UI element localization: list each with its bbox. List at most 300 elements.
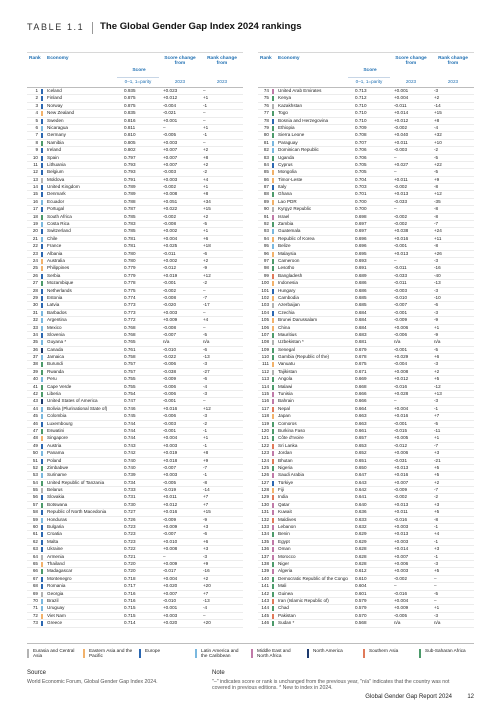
region-marker — [41, 429, 43, 434]
economy-cell: Slovakia — [47, 494, 65, 500]
rank-cell: 55 — [32, 487, 38, 493]
region-marker — [41, 274, 43, 279]
rank-change-cell: +2 — [203, 147, 209, 153]
economy-cell: Iceland — [47, 88, 62, 93]
rank-cell: 90 — [263, 206, 269, 212]
rank-cell: 92 — [263, 221, 269, 227]
score-cell: 0.768 — [124, 331, 136, 337]
region-marker — [272, 414, 274, 419]
rank-cell: 101 — [261, 287, 269, 293]
economy-cell: Germany — [47, 132, 66, 138]
header-divider — [92, 22, 93, 34]
rank-cell: 46 — [32, 420, 38, 426]
region-marker — [272, 495, 274, 500]
score-cell: 0.720 — [124, 561, 136, 566]
rank-cell: 32 — [32, 317, 38, 323]
score-change-cell: -0.002 — [394, 184, 408, 190]
score-change-cell: +0.003 — [394, 538, 409, 544]
rank-cell: 8 — [35, 139, 38, 145]
economy-cell: Egypt — [278, 538, 290, 544]
table-row — [258, 206, 474, 213]
rank-cell: 53 — [32, 472, 38, 478]
rank-change-cell: – — [203, 612, 206, 618]
table-row — [258, 228, 474, 235]
table-body-right — [258, 88, 474, 628]
region-marker — [272, 96, 274, 101]
score-cell: 0.636 — [355, 509, 367, 515]
score-cell: 0.705 — [355, 161, 367, 167]
region-marker — [272, 429, 274, 434]
score-cell: 0.773 — [124, 302, 136, 308]
rank-cell: 44 — [32, 405, 38, 411]
region-marker — [41, 377, 43, 382]
rank-cell: 64 — [32, 553, 38, 559]
region-marker — [272, 104, 274, 109]
table-row — [27, 110, 243, 117]
rank-cell: 127 — [261, 479, 269, 485]
score-cell: 0.772 — [124, 317, 136, 323]
economy-cell: Senegal — [278, 346, 295, 352]
region-marker — [272, 518, 274, 523]
region-marker — [272, 340, 274, 345]
region-marker — [41, 362, 43, 367]
table-row — [27, 487, 243, 494]
region-marker — [272, 192, 274, 197]
score-cell: 0.706 — [355, 154, 367, 160]
score-cell: 0.742 — [124, 450, 136, 456]
table-row — [258, 517, 474, 524]
rank-change-cell: n/a — [434, 339, 441, 345]
rank-cell: 20 — [32, 228, 38, 234]
table-row — [27, 576, 243, 583]
legend-swatch — [419, 649, 421, 658]
rank-change-cell: +5 — [434, 376, 440, 382]
score-change-cell: -0.016 — [394, 516, 408, 522]
score-cell: 0.612 — [355, 568, 367, 574]
economy-cell: Switzerland — [47, 228, 71, 234]
subheader-rule — [117, 77, 159, 78]
economy-cell: Tunisia — [278, 391, 293, 397]
economy-cell: Maldives — [278, 516, 297, 522]
economy-cell: Mali — [278, 583, 287, 589]
table-row — [258, 162, 474, 169]
economy-cell: Guinea — [278, 590, 293, 596]
score-change-cell: +0.006 — [394, 561, 409, 566]
rank-cell: 87 — [263, 184, 269, 190]
col-rank-header: Rank — [260, 56, 272, 61]
table-row — [27, 199, 243, 206]
score-cell: 0.718 — [124, 575, 136, 581]
region-marker — [41, 318, 43, 323]
score-change-cell: +0.009 — [163, 317, 178, 323]
region-marker — [272, 606, 274, 611]
rank-change-cell: -2 — [203, 169, 208, 175]
region-marker — [41, 466, 43, 471]
rank-cell: 7 — [35, 132, 38, 138]
score-change-cell: – — [163, 124, 166, 130]
region-marker — [41, 192, 43, 197]
score-change-cell: +0.003 — [163, 139, 178, 145]
region-marker — [41, 259, 43, 264]
score-cell: 0.835 — [124, 110, 136, 116]
rank-cell: 128 — [261, 487, 269, 493]
region-marker — [272, 148, 274, 153]
rank-change-cell: +8 — [203, 154, 209, 160]
score-change-cell: +0.005 — [394, 435, 409, 441]
score-cell: 0.720 — [124, 568, 136, 574]
score-change-cell: -0.006 — [163, 361, 177, 367]
score-cell: 0.643 — [355, 479, 367, 485]
rank-cell: 36 — [32, 346, 38, 352]
score-change-cell: -0.011 — [394, 280, 407, 286]
economy-cell: Croatia — [47, 531, 62, 537]
rank-change-cell: -8 — [434, 206, 439, 212]
region-marker — [41, 133, 43, 138]
score-cell: 0.632 — [355, 524, 367, 530]
economy-cell: Uzbekistan * — [278, 339, 304, 345]
table-row — [258, 147, 474, 154]
rank-cell: 66 — [32, 568, 38, 574]
legend-swatch — [307, 649, 309, 658]
score-change-cell: -0.031 — [394, 457, 408, 463]
rank-cell: 109 — [261, 346, 269, 352]
rank-cell: 143 — [261, 597, 269, 603]
rank-change-cell: -7 — [203, 464, 208, 470]
score-cell: 0.705 — [355, 169, 367, 175]
score-cell: 0.715 — [124, 612, 136, 618]
score-change-cell: +0.012 — [163, 501, 178, 507]
rank-cell: 39 — [32, 368, 38, 374]
rank-change-cell: -3 — [434, 287, 439, 293]
score-change-cell: +0.004 — [163, 575, 178, 581]
table-row — [27, 531, 243, 538]
score-cell: 0.781 — [124, 243, 136, 249]
rank-cell: 4 — [35, 110, 38, 116]
rank-change-cell: -11 — [434, 427, 441, 433]
score-cell: 0.568 — [355, 620, 367, 626]
rank-cell: 96 — [263, 250, 269, 256]
economy-cell: Japan — [278, 413, 291, 419]
region-marker — [272, 562, 274, 567]
table-row — [258, 169, 474, 176]
rank-cell: 88 — [263, 191, 269, 197]
economy-cell: Vanuatu — [278, 361, 295, 367]
region-marker — [41, 562, 43, 567]
rank-cell: 97 — [263, 257, 269, 263]
economy-cell: Brazil — [47, 597, 59, 603]
score-cell: 0.733 — [124, 487, 136, 493]
rank-change-cell: – — [434, 575, 437, 581]
economy-cell: Montenegro — [47, 575, 72, 581]
score-cell: 0.671 — [355, 368, 367, 374]
report-title: Global Gender Gap Report 2024 — [365, 694, 452, 700]
score-cell: 0.579 — [355, 597, 367, 603]
rank-change-cell: +24 — [434, 228, 442, 234]
score-change-cell: +0.016 — [394, 235, 409, 241]
region-marker — [41, 414, 43, 419]
score-cell: 0.727 — [124, 509, 136, 515]
rank-cell: 30 — [32, 302, 38, 308]
region-marker — [272, 370, 274, 375]
rank-cell: 18 — [32, 213, 38, 219]
rank-change-cell: +20 — [203, 620, 211, 626]
table-row — [258, 472, 474, 479]
rank-cell: 68 — [32, 583, 38, 589]
table-row — [27, 620, 243, 627]
table-row — [27, 236, 243, 243]
score-cell: 0.779 — [124, 272, 136, 278]
table-row — [258, 325, 474, 332]
rank-cell: 103 — [261, 302, 269, 308]
rank-cell: 61 — [32, 531, 38, 537]
rank-change-cell: +18 — [203, 243, 211, 249]
rank-cell: 45 — [32, 413, 38, 419]
score-cell: 0.710 — [355, 110, 367, 116]
table-row — [27, 184, 243, 191]
economy-cell: France — [47, 243, 62, 249]
region-marker — [41, 119, 43, 124]
region-marker — [41, 296, 43, 301]
table-row — [27, 140, 243, 147]
score-change-cell: +0.004 — [394, 405, 409, 411]
region-marker — [41, 178, 43, 183]
table-row — [258, 214, 474, 221]
score-change-cell: +0.012 — [394, 376, 409, 382]
economy-cell: Moldova — [47, 176, 65, 182]
score-change-cell: -0.009 — [394, 487, 408, 493]
score-change-cell: -0.008 — [163, 324, 177, 330]
region-marker — [272, 326, 274, 331]
score-cell: 0.745 — [124, 413, 136, 419]
score-change-cell: -0.033 — [394, 272, 408, 278]
score-cell: 0.684 — [355, 324, 367, 330]
rank-change-cell: -6 — [434, 302, 439, 308]
region-marker — [41, 229, 43, 234]
rank-change-cell: – — [434, 597, 437, 603]
rank-cell: 130 — [261, 501, 269, 507]
economy-cell: Paraguay — [278, 139, 298, 145]
region-marker — [41, 621, 43, 626]
score-cell: 0.712 — [355, 95, 367, 101]
rank-change-cell: +7 — [434, 413, 440, 419]
rank-cell: 123 — [261, 450, 269, 456]
score-cell: 0.789 — [124, 191, 136, 197]
rank-change-cell: -9 — [434, 317, 439, 323]
economy-cell: Bhutan — [278, 457, 293, 463]
score-change-cell: +0.004 — [394, 597, 409, 603]
region-marker — [272, 555, 274, 560]
rank-change-cell: +12 — [203, 272, 211, 278]
score-change-cell: -0.001 — [394, 243, 408, 249]
rank-cell: 67 — [32, 575, 38, 581]
table-title: The Global Gender Gap Index 2024 rankings — [100, 21, 302, 32]
region-marker — [272, 399, 274, 404]
economy-cell: Indonesia — [278, 280, 298, 286]
score-cell: 0.781 — [124, 235, 136, 241]
economy-cell: Bahrain — [278, 398, 294, 404]
table-row — [258, 236, 474, 243]
score-change-cell: n/a — [394, 620, 401, 626]
economy-cell: Singapore — [47, 435, 68, 441]
table-row — [258, 398, 474, 405]
region-marker — [41, 244, 43, 249]
rank-cell: 106 — [261, 324, 269, 330]
table-row — [258, 155, 474, 162]
rank-change-cell: -13 — [203, 597, 210, 603]
economy-cell: India — [278, 494, 288, 500]
score-cell: 0.669 — [355, 376, 367, 382]
rank-change-cell: +22 — [434, 161, 442, 167]
rank-change-cell: +8 — [203, 450, 209, 456]
note-text: "–" indicates score or rank is unchanged from the previous year, "n/a" indicates that the country was not covered in previous editions. * New to index in 2024. — [212, 679, 450, 692]
rank-cell: 25 — [32, 265, 38, 271]
table-row — [258, 406, 474, 413]
score-cell: 0.744 — [124, 435, 136, 441]
rank-cell: 104 — [261, 309, 269, 315]
rank-cell: 41 — [32, 383, 38, 389]
rank-cell: 47 — [32, 427, 38, 433]
table-row — [258, 88, 474, 95]
economy-cell: Türkiye — [278, 479, 294, 485]
score-cell: 0.716 — [124, 597, 136, 603]
rank-cell: 124 — [261, 457, 269, 463]
table-row — [258, 310, 474, 317]
table-row — [27, 361, 243, 368]
score-cell: 0.780 — [124, 250, 136, 256]
rank-cell: 113 — [261, 376, 269, 382]
score-cell: 0.713 — [355, 88, 367, 93]
rank-change-cell: -12 — [434, 383, 441, 389]
col-rank-change-header: Rank change from — [207, 56, 237, 67]
rank-cell: 12 — [32, 169, 38, 175]
score-change-cell: – — [394, 583, 397, 589]
region-marker — [272, 407, 274, 412]
score-change-cell: +0.013 — [394, 531, 409, 537]
score-change-cell: -0.006 — [163, 391, 177, 397]
rank-cell: 81 — [263, 139, 269, 145]
score-cell: 0.628 — [355, 553, 367, 559]
score-change-cell: -0.033 — [394, 198, 408, 204]
score-cell: 0.739 — [124, 472, 136, 478]
economy-cell: Bosnia and Herzegovina — [278, 117, 329, 123]
region-marker — [41, 451, 43, 456]
table-row — [27, 147, 243, 154]
rank-change-cell: +8 — [434, 117, 440, 123]
rank-change-cell: -5 — [434, 590, 439, 596]
score-change-cell: +0.002 — [163, 228, 178, 234]
score-cell: 0.633 — [355, 516, 367, 522]
rank-cell: 116 — [261, 398, 269, 404]
rank-cell: 56 — [32, 494, 38, 500]
region-marker — [272, 451, 274, 456]
score-cell: 0.785 — [124, 213, 136, 219]
region-marker — [41, 207, 43, 212]
rank-change-cell: +5 — [434, 568, 440, 574]
region-marker — [272, 266, 274, 271]
score-change-cell: +0.022 — [163, 206, 178, 212]
region-marker — [272, 422, 274, 427]
region-marker — [41, 495, 43, 500]
rank-change-cell: -7 — [434, 442, 439, 448]
rank-cell: 50 — [32, 450, 38, 456]
region-marker — [272, 385, 274, 390]
rank-cell: 74 — [263, 88, 269, 93]
score-cell: 0.761 — [124, 346, 136, 352]
rank-change-cell: -3 — [434, 88, 439, 93]
economy-cell: Bulgaria — [47, 524, 64, 530]
economy-cell: Ethiopia — [278, 124, 295, 130]
rank-change-cell: -1 — [434, 524, 439, 530]
score-cell: 0.731 — [124, 494, 136, 500]
rank-cell: 37 — [32, 354, 38, 360]
rank-cell: 120 — [261, 427, 269, 433]
score-cell: 0.642 — [355, 487, 367, 493]
rank-cell: 122 — [261, 442, 269, 448]
table-row — [258, 361, 474, 368]
region-marker — [272, 466, 274, 471]
score-cell: 0.744 — [124, 420, 136, 426]
score-cell: 0.601 — [355, 590, 367, 596]
economy-cell: Viet Nam — [47, 612, 66, 618]
rank-cell: 115 — [261, 391, 269, 397]
rank-change-cell: +20 — [203, 583, 211, 589]
score-cell: 0.710 — [355, 117, 367, 123]
rank-change-cell: -8 — [434, 184, 439, 190]
rank-change-cell: +5 — [434, 464, 440, 470]
score-change-cell: -0.002 — [163, 287, 177, 293]
table-row — [258, 450, 474, 457]
region-marker — [41, 385, 43, 390]
rank-change-cell: +6 — [203, 235, 209, 241]
region-marker — [41, 532, 43, 537]
rank-change-cell: -2 — [203, 420, 208, 426]
economy-cell: Chile — [47, 235, 58, 241]
table-row — [258, 369, 474, 376]
score-change-cell: -0.007 — [394, 302, 408, 308]
score-cell: 0.723 — [124, 524, 136, 530]
score-change-cell: +0.014 — [394, 546, 409, 552]
score-cell: 0.785 — [124, 228, 136, 234]
economy-cell: Oman — [278, 546, 291, 552]
rank-change-cell: – — [203, 287, 206, 293]
economy-cell: Sierra Leone — [278, 132, 305, 138]
legend-swatch — [195, 649, 197, 658]
region-marker — [272, 540, 274, 545]
region-marker — [272, 532, 274, 537]
rank-cell: 95 — [263, 243, 269, 249]
economy-cell: Lao PDR — [278, 198, 297, 204]
score-change-cell: -0.011 — [394, 102, 407, 108]
economy-cell: Netherlands — [47, 287, 72, 293]
region-marker — [41, 599, 43, 604]
economy-cell: Kyrgyz Republic — [278, 206, 312, 212]
region-marker — [272, 281, 274, 286]
rank-cell: 58 — [32, 509, 38, 515]
score-change-cell: +0.020 — [163, 620, 178, 626]
economy-cell: Angola — [278, 376, 293, 382]
rank-cell: 63 — [32, 546, 38, 552]
rank-change-cell: -17 — [203, 302, 210, 308]
table-row — [27, 591, 243, 598]
table-row — [258, 413, 474, 420]
table-row — [27, 118, 243, 125]
rank-cell: 43 — [32, 398, 38, 404]
score-change-cell: +0.014 — [394, 110, 409, 116]
region-marker — [41, 473, 43, 478]
economy-cell: Nigeria — [278, 464, 293, 470]
score-change-cell: +0.025 — [163, 243, 178, 249]
score-cell: 0.707 — [355, 139, 367, 145]
